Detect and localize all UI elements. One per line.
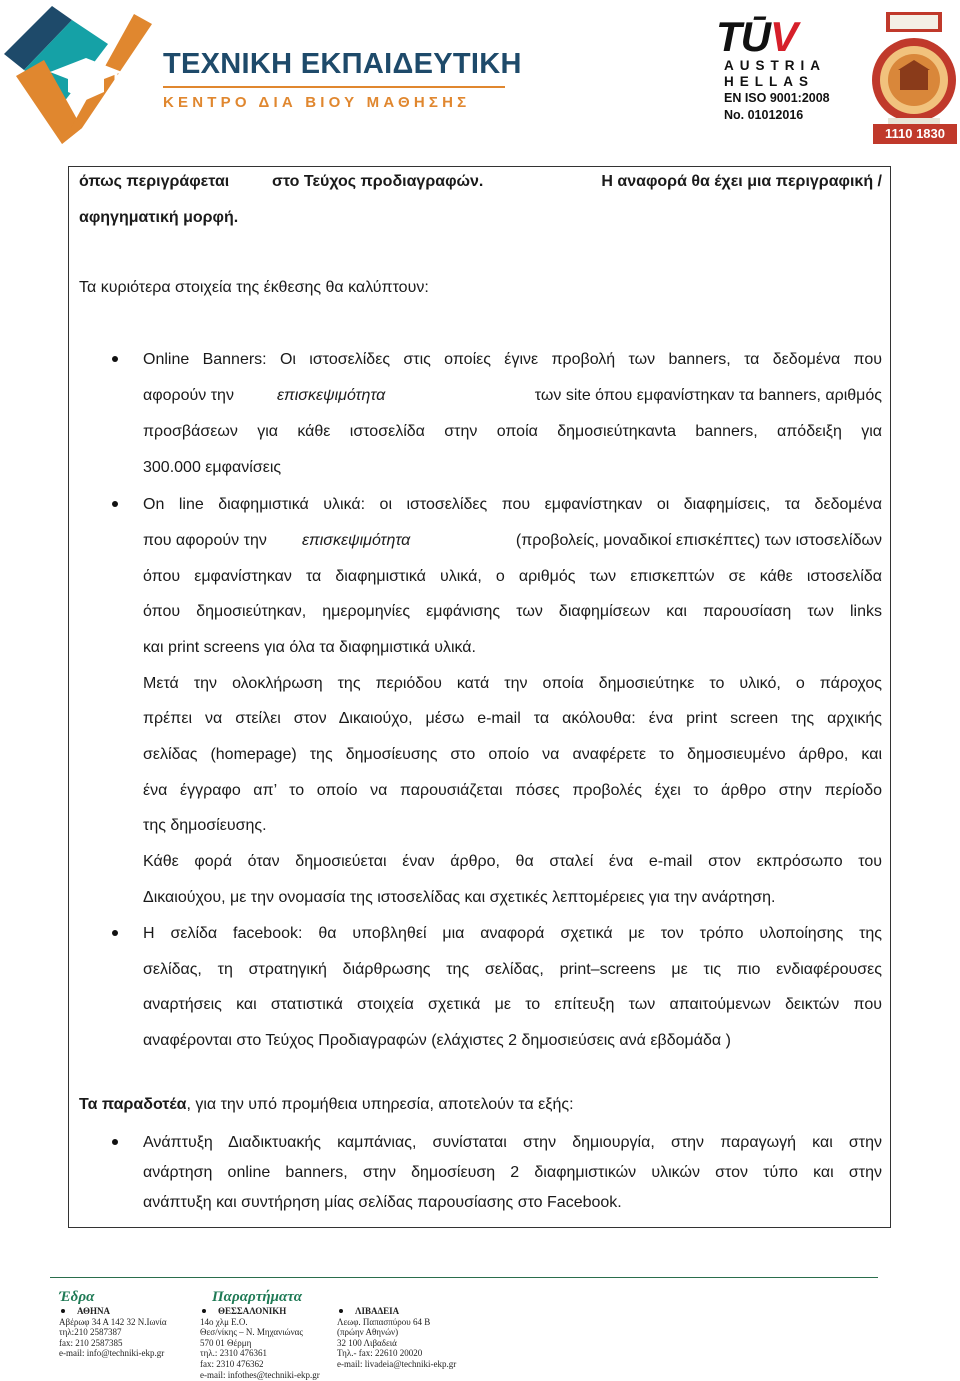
office-email: e-mail: info@techniki-ekp.gr [59, 1348, 165, 1359]
list-item-line: ανάρτηση online banners, στην δημοσίευση 2 διαφημιστικών υλικών στον τύπο και στην [143, 1164, 882, 1181]
bullet-point [112, 356, 118, 362]
iso-standard: EN ISO 9001:2008 [724, 91, 830, 105]
office-address: Θεσ/νίκης – Ν. Μηχανιώνας [200, 1327, 303, 1338]
office-fax: fax: 210 2587385 [59, 1337, 123, 1348]
deliverables-text: , για την υπό προμήθεια υπηρεσία, αποτελούν τα εξής: [186, 1096, 574, 1113]
city-name: ΑΘΗΝΑ [77, 1306, 110, 1316]
list-item-line: Μετά την ολοκλήρωση της περιόδου κατά την οποία δημοσιεύτηκε το υλικό, ο πάροχος [143, 675, 882, 692]
list-item-line: ανάπτυξη και συντήρηση μίας σελίδας παρουσίασης στο Facebook. [143, 1194, 622, 1211]
list-item-line: πρέπει να στείλει στον Δικαιούχο, μέσω e-mail τα ακόλουθα: ένα print screen της αρχικής [143, 710, 882, 727]
org-title-divider [163, 86, 505, 88]
office-email: e-mail: infothes@techniki-ekp.gr [200, 1369, 320, 1380]
text-fragment: αφορούν την [143, 387, 234, 404]
bullet-point [112, 501, 118, 507]
list-item-line: On line διαφημιστικά υλικά: οι ιστοσελίδες που εμφανίστηκαν οι διαφημίσεις, τα δεδομένα [143, 496, 882, 513]
tuv-logo-icon: TŪV [716, 13, 798, 60]
paragraph-line [79, 172, 882, 192]
deliverables-bold: Τα παραδοτέα [79, 1096, 187, 1113]
list-item-line: αναφέρονται στο Τεύχος Προδιαγραφών (ελάχιστες 2 δημοσιεύσεις ανά εβδομάδα ) [143, 1032, 731, 1049]
list-item-line: Online Banners: Οι ιστοσελίδες στις οποίες έγινε προβολή των banners, τα δεδομένα που [143, 351, 882, 368]
hq-heading: Έδρα [59, 1289, 95, 1305]
deliverables-heading [79, 1095, 574, 1115]
list-item-line: 300.000 εμφανίσεις [143, 459, 282, 476]
list-item-line [143, 531, 882, 551]
office-postcode: 32 100 Λιβαδειά [337, 1337, 397, 1348]
list-item-line: Δικαιούχου, με την ονομασία της ιστοσελίδας και σχετικές λεπτομέρειες για την ανάρτηση. [143, 889, 776, 906]
list-item-line: αναρτήσεις και στατιστικά στοιχεία σχετικά με το επίτευξη των απαιτούμενων δεικτών που [143, 996, 882, 1013]
office-phone: τηλ.: 2310 476361 [200, 1348, 267, 1359]
paragraph-line: αφηγηματική μορφή. [79, 209, 239, 226]
bullet-point [61, 1309, 65, 1313]
list-item-line: σελίδας (homepage) της δημοσίευσης στο οποίο να αναφέρετε το δημοσιευμένο άρθρο, και [143, 746, 882, 763]
office-postcode: 570 01 Θέρμη [200, 1337, 252, 1348]
city-name: ΘΕΣΣΑΛΟΝΙΚΗ [218, 1306, 287, 1316]
livadeia-office [337, 1306, 456, 1370]
office-city [200, 1306, 320, 1317]
office-address: Αβέρωφ 34 Α 142 32 Ν.Ιωνία [59, 1316, 167, 1327]
tuv-certification [716, 13, 838, 124]
list-item-line: Η σελίδα facebook: θα υποβληθεί μια αναφορά σχετικά με τον τρόπο υλοποίησης της [143, 925, 882, 942]
text-fragment: που αφορούν την [143, 532, 267, 549]
bullet-point [202, 1309, 206, 1313]
list-item-line: και print screens για όλα τα διαφημιστικά υλικά. [143, 639, 476, 656]
athens-office [59, 1306, 167, 1359]
organization-logo-icon [4, 6, 156, 146]
thessaloniki-office [200, 1306, 320, 1380]
bullet-point [112, 930, 118, 936]
list-item-line: όπου δημοσιεύτηκαν, ημερομηνίες εμφάνισης των διαφημίσεων και παρουσίαση των links [143, 603, 882, 620]
org-title: ΤΕΧΝΙΚΗ ΕΚΠΑΙΔΕΥΤΙΚΗ [163, 48, 522, 80]
list-item-line: σελίδας, τη στρατηγική διάρθρωσης της σελίδας, print–screens με τις πιο ενδιαφέρουσες [143, 961, 882, 978]
emphasis-text: επισκεψιμότητα [277, 387, 386, 404]
list-item-line [143, 386, 882, 406]
tuv-hellas-text: HELLAS [724, 74, 814, 89]
office-address: (πρώην Αθηνών) [337, 1327, 399, 1338]
badge-number: 1110 1830 [873, 124, 957, 144]
office-phone: τηλ:210 2587387 [59, 1327, 122, 1338]
section-intro: Τα κυριότερα στοιχεία της έκθεσης θα καλύπτουν: [79, 279, 429, 296]
list-item-line: Κάθε φορά όταν δημοσιεύεται έναν άρθρο, θα σταλεί ένα e-mail στον εκπρόσωπο του [143, 853, 882, 870]
text-fragment: των site όπου εμφανίστηκαν τα banners, αριθμός [534, 387, 882, 404]
certificate-number: No. 01012016 [724, 108, 804, 122]
bullet-point [339, 1309, 343, 1313]
office-phone: Τηλ.- fax: 22610 20020 [337, 1348, 423, 1359]
office-email: e-mail: livadeia@techniki-ekp.gr [337, 1358, 457, 1369]
bullet-point [112, 1139, 118, 1145]
tuv-austria-text: AUSTRIA [724, 58, 826, 73]
office-fax: fax: 2310 476362 [200, 1358, 264, 1369]
office-address: Λεωφ. Παπασπύρου 64 Β [337, 1316, 431, 1327]
branches-heading: Παραρτήματα [212, 1289, 302, 1305]
content-frame [68, 166, 891, 1228]
emphasis-text: επισκεψιμότητα [302, 532, 411, 549]
list-item-line: ένα έγγραφο απ’ το οποίο να παρουσιάζεται πόσες προβολές έχει το άρθρο στην περίοδο [143, 782, 882, 799]
text-fragment: (προβολείς, μοναδικοί επισκέπτες) των ιστοσελίδων [515, 532, 882, 549]
office-address: 14ο χλμ Ε.Ο. [200, 1316, 248, 1327]
text-fragment: Η αναφορά θα έχει μια περιγραφική / [601, 173, 882, 190]
text-fragment: στο Τεύχος προδιαγραφών. [272, 173, 484, 190]
list-item-line: της δημοσίευσης. [143, 817, 267, 834]
office-city [59, 1306, 167, 1317]
city-name: ΛΙΒΑΔΕΙΑ [355, 1306, 400, 1316]
list-item-line: όπου εμφανίστηκαν τα διαφημιστικά υλικά, ο αριθμός των επισκεπτών σε κάθε ιστοσελίδα [143, 568, 882, 585]
text-fragment: όπως περιγράφεται [79, 173, 230, 190]
org-subtitle: ΚΕΝΤΡΟ ΔΙΑ ΒΙΟΥ ΜΑΘΗΣΗΣ [163, 94, 471, 111]
list-item-line: Ανάπτυξη Διαδικτυακής καμπάνιας, συνίσταται στην δημιουργία, στην παραγωγή και στην [143, 1134, 882, 1151]
list-item-line: προσβάσεων για κάθε ιστοσελίδα στην οποία δημοσιεύτηκανta banners, απόδειξη για [143, 423, 882, 440]
footer-divider [50, 1277, 878, 1278]
office-city [337, 1306, 456, 1317]
